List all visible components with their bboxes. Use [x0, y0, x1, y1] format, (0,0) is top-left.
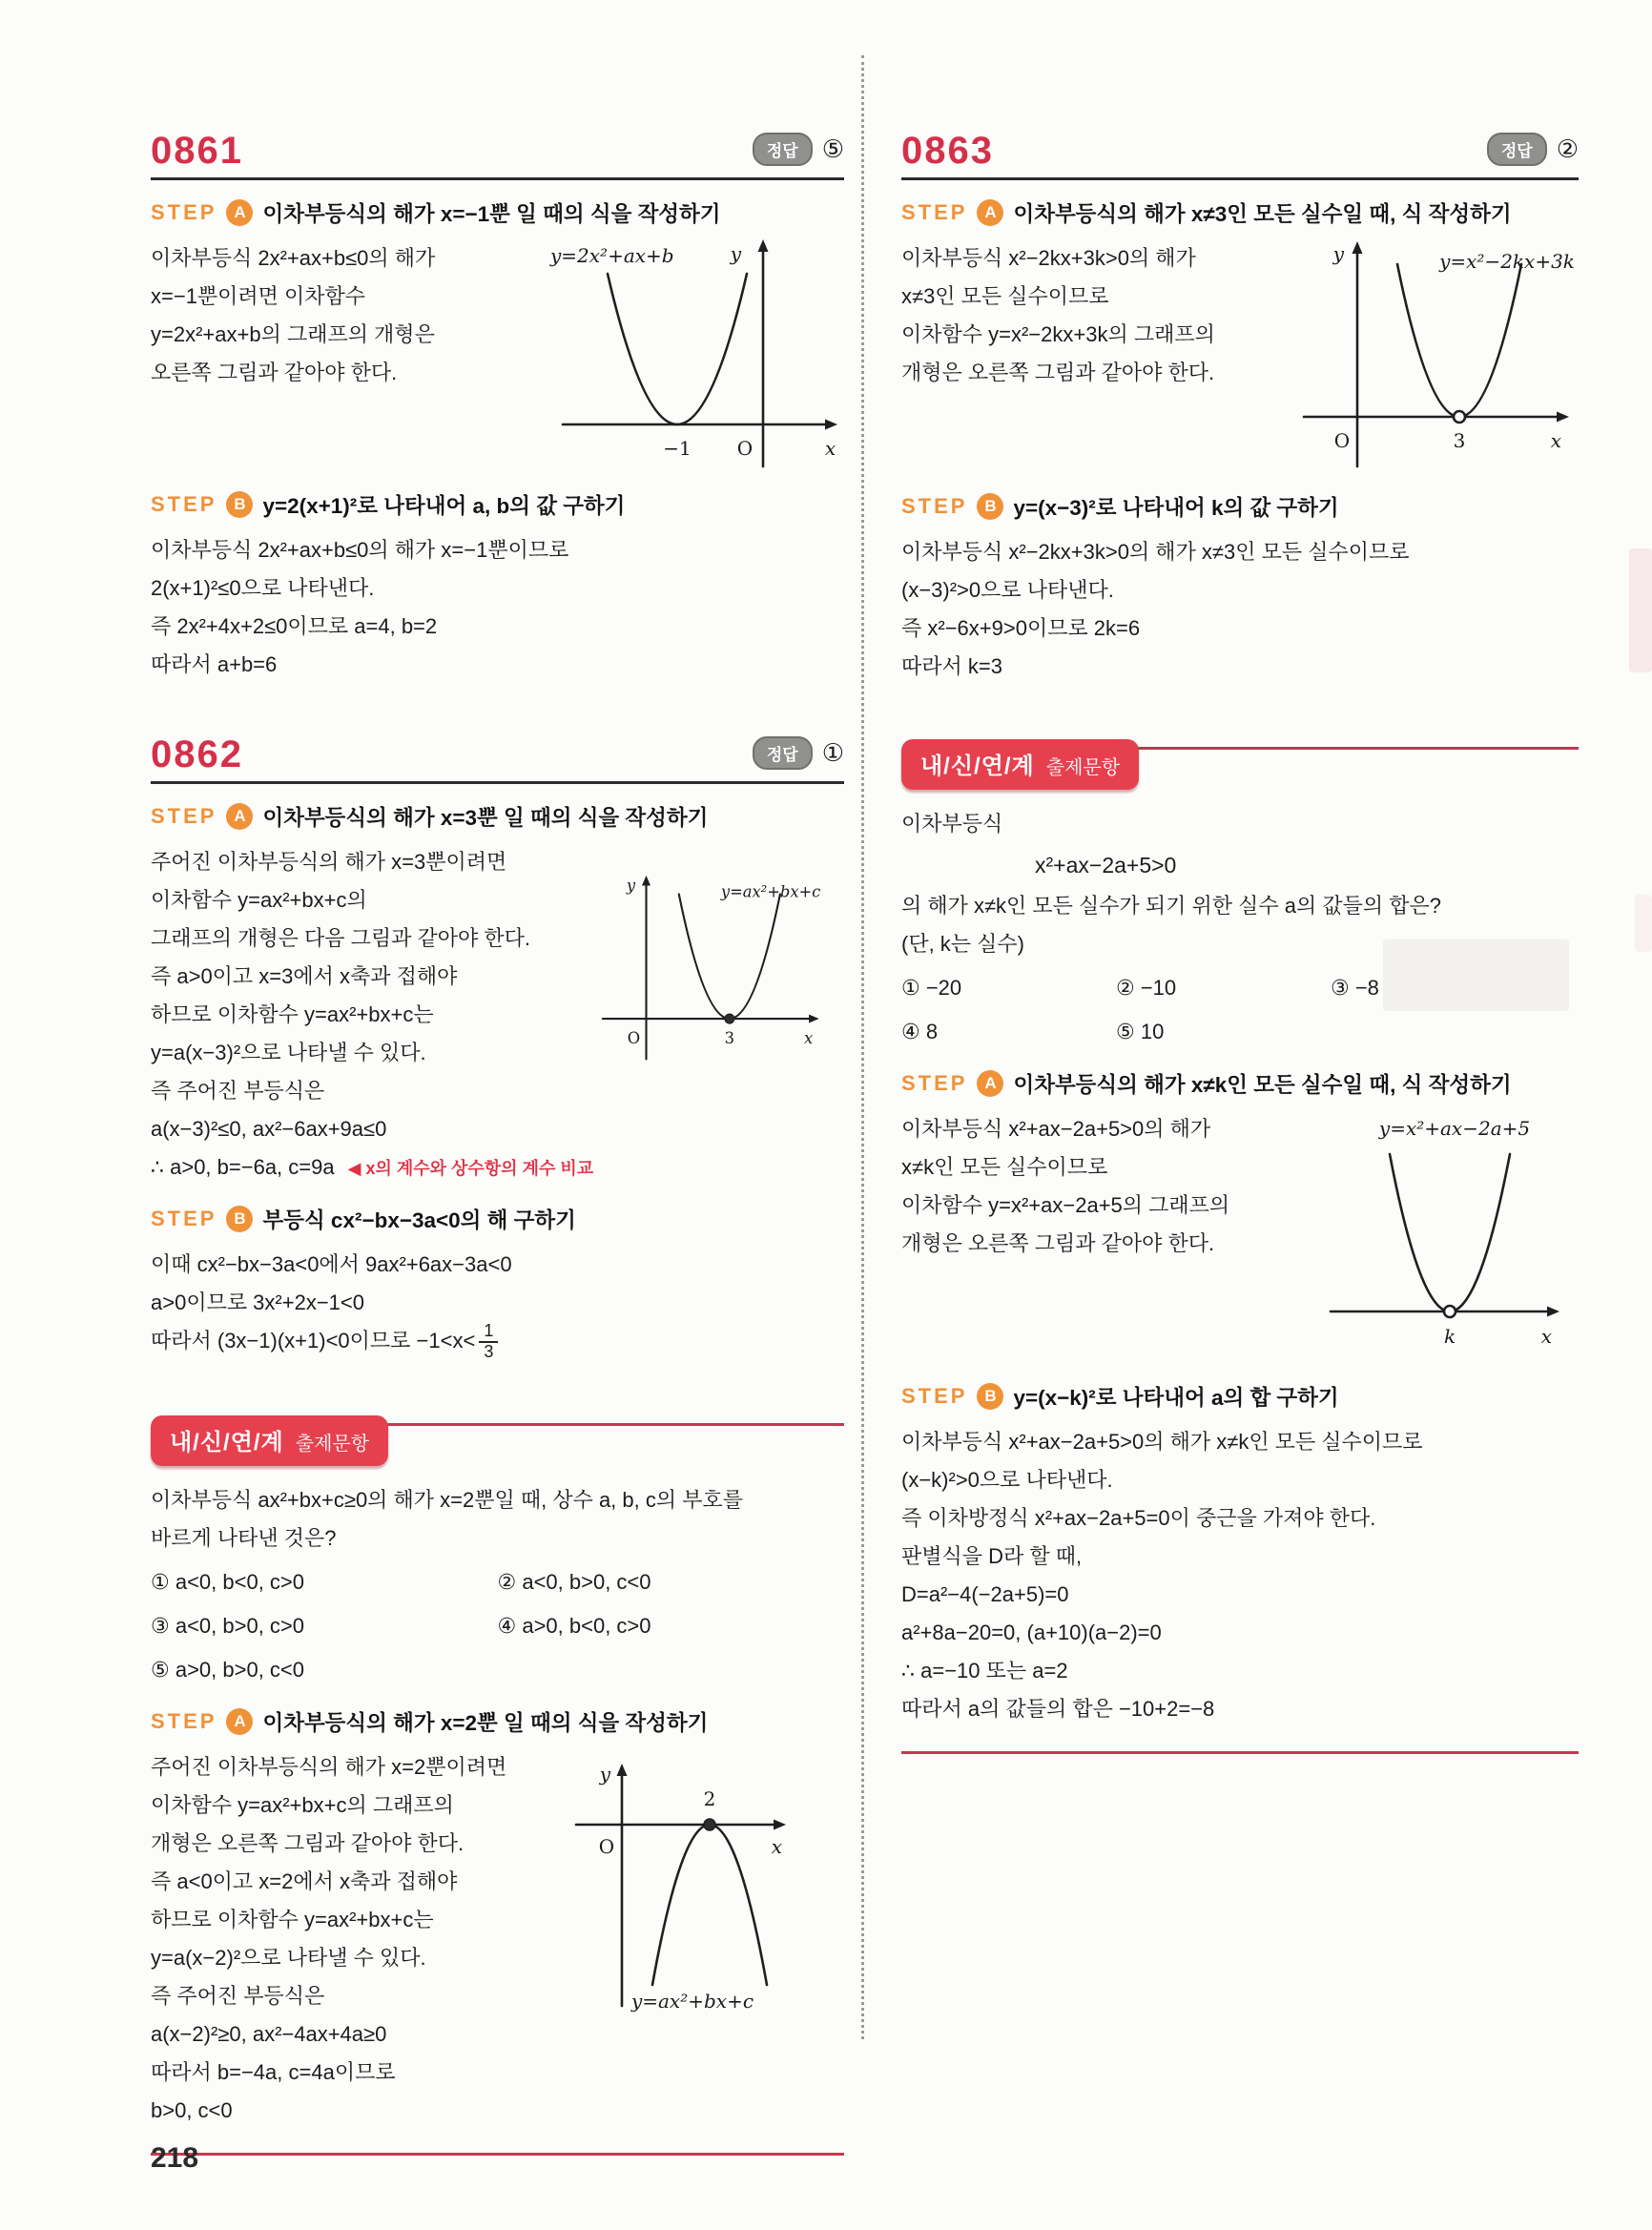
body-line: 개형은 오른쪽 그림과 같아야 한다.: [901, 1231, 1215, 1255]
column-divider: [861, 55, 864, 2039]
body-line: 즉 a<0이고 x=2에서 x축과 접해야: [151, 1869, 458, 1893]
choice-item: ④ a>0, b<0, c>0: [497, 1613, 651, 1638]
step-b-body: [151, 531, 844, 684]
body-line: 이차함수 y=ax²+bx+c의 그래프의: [151, 1792, 454, 1817]
step-a-row: [901, 197, 1579, 228]
body-line: 판별식을 D라 할 때,: [901, 1544, 1083, 1568]
ribbon-subtitle: 출제문항: [1045, 757, 1121, 778]
step-b-body: [901, 1423, 1579, 1728]
step-title: 이차부등식의 해가 x=3뿐 일 때의 식을 작성하기: [262, 806, 709, 830]
body-line: y=a(x−3)²으로 나타낼 수 있다.: [151, 1041, 426, 1064]
question-line: 의 해가 x≠k인 모든 실수가 되기 위한 실수 a의 값들의 합은?: [901, 894, 1441, 918]
step-a-row: [901, 1068, 1579, 1099]
body-line: 이차부등식 x²−2kx+3k>0의 해가: [901, 246, 1196, 270]
step-b-row: [901, 1381, 1579, 1412]
step-a-icon: A: [226, 1708, 253, 1735]
curve-label: y=x²+ax−2a+5: [1378, 1117, 1531, 1140]
step-a-body: [151, 239, 844, 472]
section-end-rule: [151, 2153, 844, 2156]
question-block: [901, 805, 1579, 1051]
step-b-row: [151, 1204, 844, 1234]
x-axis-label: x: [804, 1029, 814, 1048]
body-line: 오른쪽 그림과 같아야 한다.: [151, 361, 398, 384]
body-line: 즉 주어진 부등식은: [151, 1079, 325, 1103]
body-line-with-fraction: [151, 1322, 844, 1362]
step-title: 이차부등식의 해가 x≠3인 모든 실수일 때, 식 작성하기: [1013, 202, 1512, 226]
step-title: 부등식 cx²−bx−3a<0의 해 구하기: [262, 1208, 576, 1232]
step-a-body: [901, 239, 1579, 474]
scan-artifact: [1635, 895, 1652, 952]
answer-number: ②: [1556, 134, 1579, 163]
body-line: 즉 x²−6x+9>0이므로 2k=6: [901, 616, 1141, 640]
graph-0861: [548, 234, 844, 472]
y-axis-label: y: [626, 877, 636, 896]
x-tick-label: k: [1443, 1325, 1456, 1348]
answer-badge: [753, 736, 844, 775]
body-line: D=a²−4(−2a+5)=0: [901, 1582, 1069, 1606]
step-word: STEP: [151, 804, 217, 828]
header-rule: [901, 177, 1579, 180]
x-axis-label: x: [1540, 1325, 1552, 1348]
step-b-icon: B: [226, 491, 253, 518]
choice-item: ② −10: [1116, 976, 1177, 1000]
step-a-row: [151, 197, 844, 228]
graph-naesin-left: [567, 1756, 795, 2013]
naesin-box-right: [901, 739, 1579, 790]
ribbon-title: 내/신/연/계: [170, 1429, 284, 1456]
fraction-denominator: 3: [479, 1341, 498, 1362]
body-line: 따라서 a의 값들의 합은 −10+2=−8: [901, 1697, 1215, 1721]
y-axis-label: y: [730, 242, 741, 265]
curve-label: y=x²−2kx+3k: [1439, 250, 1575, 273]
origin-label: O: [627, 1029, 641, 1048]
margin-note: ◀ x의 계수와 상수항의 계수 비교: [347, 1159, 594, 1178]
right-column: [901, 76, 1579, 1754]
step-a-icon: A: [226, 803, 253, 830]
step-title: y=(x−k)²로 나타내어 a의 합 구하기: [1013, 1386, 1339, 1410]
body-line: 즉 이차방정식 x²+ax−2a+5=0이 중근을 가져야 한다.: [901, 1506, 1376, 1530]
step-word: STEP: [151, 200, 217, 224]
scan-artifact: [1629, 548, 1652, 672]
step-title: 이차부등식의 해가 x=−1뿐 일 때의 식을 작성하기: [262, 202, 721, 226]
answer-pill: 정답: [753, 736, 813, 770]
step-a-row: [151, 801, 844, 832]
body-line: x≠k인 모든 실수이므로: [901, 1155, 1108, 1179]
choice-item: ① −20: [901, 976, 962, 1000]
left-column: [151, 76, 844, 2156]
text-block: [901, 239, 1215, 392]
choice-item: ⑤ 10: [1116, 1020, 1165, 1043]
body-line: 이차부등식 x²+ax−2a+5>0의 해가 x≠k인 모든 실수이므로: [901, 1430, 1423, 1454]
problem-number: 0862: [151, 733, 243, 775]
conclusion-row: [151, 1148, 593, 1187]
step-a-icon: A: [226, 199, 253, 226]
body-line: 이차함수 y=x²+ax−2a+5의 그래프의: [901, 1193, 1230, 1217]
step-a-row: [151, 1706, 844, 1737]
step-word: STEP: [901, 1384, 968, 1408]
step-word: STEP: [151, 1207, 217, 1230]
body-line: 이차부등식 2x²+ax+b≤0의 해가: [151, 246, 436, 270]
choice-item: ③ a<0, b>0, c>0: [151, 1613, 305, 1638]
step-word: STEP: [151, 492, 217, 516]
text-block: [151, 1748, 561, 2130]
body-line: 따라서 k=3: [901, 654, 1002, 678]
naesin-box-left: [151, 1415, 844, 1466]
body-line: 2(x+1)²≤0으로 나타낸다.: [151, 576, 375, 600]
step-b-row: [151, 489, 844, 520]
body-line: 그래프의 개형은 다음 그림과 같아야 한다.: [151, 926, 530, 950]
text-block: [151, 239, 435, 392]
step-word: STEP: [901, 200, 968, 224]
body-line: 주어진 이차부등식의 해가 x=3뿐이려면: [151, 850, 507, 874]
curve-label: y=2x²+ax+b: [550, 244, 674, 267]
question-intro: 이차부등식: [901, 812, 1003, 836]
step-title: y=(x−3)²로 나타내어 k의 값 구하기: [1013, 496, 1339, 520]
body-line: 즉 2x²+4x+2≤0이므로 a=4, b=2: [151, 614, 438, 638]
body-line: 개형은 오른쪽 그림과 같아야 한다.: [151, 1830, 465, 1855]
graph-0863: [1292, 236, 1579, 474]
step-b-icon: B: [977, 1383, 1003, 1410]
header-rule: [151, 781, 844, 784]
conclusion: ∴ a>0, b=−6a, c=9a: [151, 1155, 335, 1179]
step-title: 이차부등식의 해가 x≠k인 모든 실수일 때, 식 작성하기: [1013, 1073, 1512, 1097]
question-block: [151, 1481, 844, 1689]
problem-0862-header: [151, 733, 844, 775]
body-line: 개형은 오른쪽 그림과 같아야 한다.: [901, 361, 1215, 384]
choices: [901, 969, 1579, 1051]
x-tick-label: −1: [663, 437, 692, 460]
question-condition: (단, k는 실수): [901, 932, 1024, 956]
answer-badge: [1487, 133, 1579, 172]
y-axis-label: y: [599, 1762, 610, 1786]
header-rule: [151, 177, 844, 180]
body-line: (x−k)²>0으로 나타낸다.: [901, 1468, 1113, 1492]
problem-number: 0861: [151, 130, 243, 172]
problem-0863-header: [901, 130, 1579, 172]
fraction-numerator: 1: [484, 1321, 494, 1341]
choice-item: ① a<0, b<0, c>0: [151, 1569, 305, 1594]
body-line: 하므로 이차함수 y=ax²+bx+c는: [151, 1002, 434, 1026]
step-b-body: [151, 1246, 844, 1322]
text-block: [901, 1110, 1229, 1263]
body-line: 이차함수 y=x²−2kx+3k의 그래프의: [901, 322, 1215, 346]
step-word: STEP: [151, 1708, 217, 1733]
body-line: 즉 주어진 부등식은: [151, 1983, 325, 2008]
body-line: x=−1뿐이려면 이차함수: [151, 284, 366, 308]
step-b-row: [901, 491, 1579, 522]
step-title: 이차부등식의 해가 x=2뿐 일 때의 식을 작성하기: [262, 1710, 709, 1735]
body-line: b>0, c<0: [151, 2097, 233, 2122]
step-b-body: [901, 533, 1579, 686]
question-equation: x²+ax−2a+5>0: [1035, 853, 1177, 878]
answer-number: ①: [821, 738, 844, 767]
fraction: [479, 1322, 498, 1362]
x-tick-label: 3: [1453, 429, 1466, 452]
naesin-ribbon: [901, 739, 1139, 790]
choice-item: ② a<0, b>0, c<0: [497, 1569, 651, 1594]
y-axis-label: y: [1332, 242, 1344, 265]
body-line: 이차함수 y=ax²+bx+c의: [151, 888, 367, 912]
body-line: 이차부등식 2x²+ax+b≤0의 해가 x=−1뿐이므로: [151, 538, 569, 562]
problem-number: 0863: [901, 130, 994, 172]
ribbon-subtitle: 출제문항: [295, 1433, 370, 1455]
choice-item: ④ 8: [901, 1020, 939, 1043]
question-line: 바르게 나타낸 것은?: [151, 1525, 337, 1550]
step-a-icon: A: [977, 199, 1003, 226]
graph-0862: [593, 849, 827, 1087]
origin-label: O: [1333, 429, 1351, 452]
step-word: STEP: [901, 494, 968, 518]
curve-label: y=ax²+bx+c: [720, 882, 821, 901]
step-word: STEP: [901, 1071, 968, 1095]
section-end-rule: [901, 1751, 1579, 1754]
body-line: 따라서 a+b=6: [151, 652, 278, 676]
x-tick-label: 3: [724, 1029, 735, 1048]
choice-item: ③ −8: [1331, 976, 1379, 1000]
body-line: y=2x²+ax+b의 그래프의 개형은: [151, 322, 435, 346]
step-a-icon: A: [977, 1070, 1003, 1097]
body-line: 이때 cx²−bx−3a<0에서 9ax²+6ax−3a<0: [151, 1252, 512, 1276]
choices: [151, 1563, 844, 1689]
x-tick-label: 2: [703, 1786, 716, 1810]
curve-label: y=ax²+bx+c: [630, 1989, 754, 2013]
x-axis-label: x: [1550, 429, 1561, 452]
answer-pill: 정답: [1487, 133, 1547, 166]
body-line: ∴ a=−10 또는 a=2: [901, 1659, 1068, 1683]
fraction-line-prefix: 따라서 (3x−1)(x+1)<0이므로 −1<x<: [151, 1329, 476, 1352]
question-line: 이차부등식 ax²+bx+c≥0의 해가 x=2뿐일 때, 상수 a, b, c의 부호를: [151, 1487, 743, 1512]
step-b-icon: B: [977, 493, 1003, 520]
x-axis-label: x: [771, 1834, 782, 1858]
body-line: 이차부등식 x²+ax−2a+5>0의 해가: [901, 1117, 1211, 1141]
body-line: a(x−3)²≤0, ax²−6ax+9a≤0: [151, 1117, 387, 1141]
step-a-body: [901, 1110, 1579, 1364]
step-a-body: [151, 1748, 844, 2130]
step-title: y=2(x+1)²로 나타내어 a, b의 값 구하기: [262, 494, 626, 518]
answer-pill: 정답: [753, 133, 813, 166]
origin-label: O: [598, 1834, 615, 1858]
page-number: 218: [151, 2142, 199, 2174]
step-a-body: [151, 843, 844, 1187]
body-line: 즉 a>0이고 x=3에서 x축과 접해야: [151, 964, 458, 988]
ribbon-title: 내/신/연/계: [920, 754, 1035, 779]
choice-item: ⑤ a>0, b>0, c<0: [151, 1657, 305, 1682]
text-block: [151, 843, 593, 1187]
origin-label: O: [736, 437, 754, 460]
answer-number: ⑤: [821, 134, 844, 163]
body-line: (x−3)²>0으로 나타낸다.: [901, 578, 1114, 602]
body-line: x≠3인 모든 실수이므로: [901, 284, 1109, 308]
body-line: a²+8a−20=0, (a+10)(a−2)=0: [901, 1621, 1162, 1644]
body-line: 따라서 b=−4a, c=4a이므로: [151, 2059, 396, 2084]
body-line: y=a(x−2)²으로 나타낼 수 있다.: [151, 1945, 426, 1970]
line-group: [151, 843, 593, 1148]
body-line: 이차부등식 x²−2kx+3k>0의 해가 x≠3인 모든 실수이므로: [901, 540, 1410, 564]
problem-0861-header: [151, 130, 844, 172]
body-line: 주어진 이차부등식의 해가 x=2뿐이려면: [151, 1754, 507, 1779]
body-line: a>0이므로 3x²+2x−1<0: [151, 1291, 364, 1314]
body-line: 하므로 이차함수 y=ax²+bx+c는: [151, 1907, 434, 1931]
answer-badge: [753, 133, 844, 172]
naesin-ribbon: [151, 1415, 388, 1466]
x-axis-label: x: [825, 437, 836, 460]
body-line: a(x−2)²≥0, ax²−4ax+4a≥0: [151, 2021, 387, 2046]
graph-naesin-right: [1321, 1106, 1569, 1364]
step-b-icon: B: [226, 1206, 253, 1232]
